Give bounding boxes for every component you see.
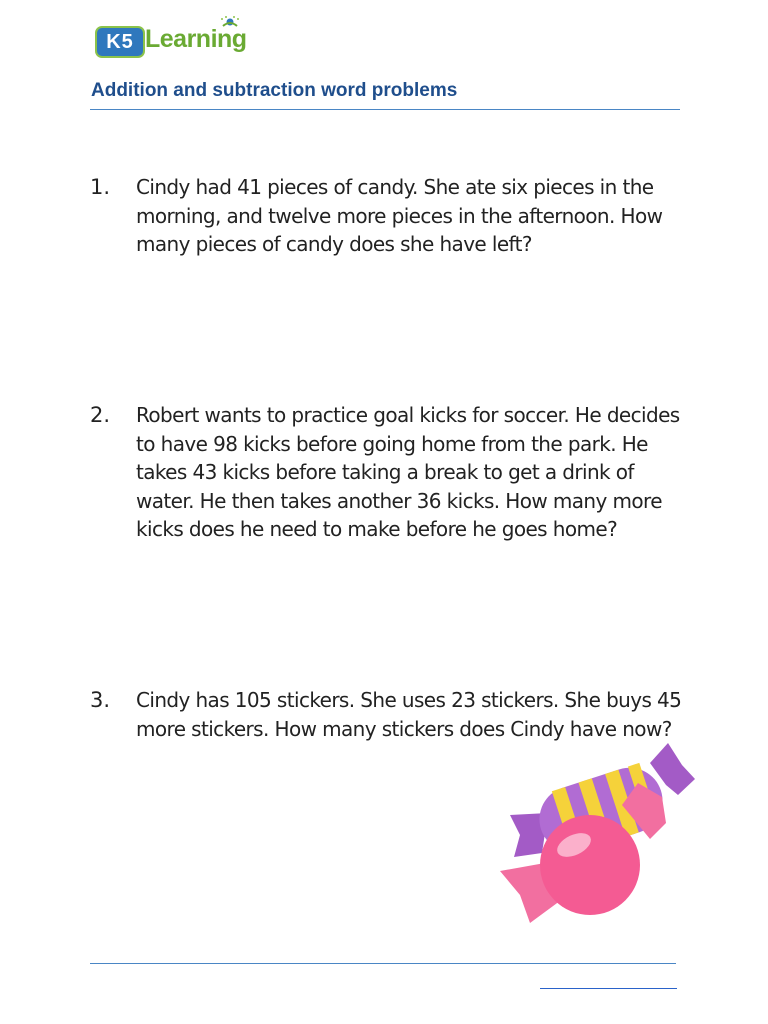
footer-divider <box>90 963 676 964</box>
problem-number: 3. <box>90 688 111 712</box>
k5-learning-logo <box>92 16 262 60</box>
problem-1 <box>90 173 690 259</box>
problem-text: Robert wants to practice goal kicks for soccer. He decides to have 98 kicks before going home from the park. He takes 43 kicks before taking a break to get a drink of water. He then takes another 36 kicks. How many more kicks does he need to make before he goes home? <box>136 403 680 542</box>
logo-wordmark: Learning <box>145 25 247 53</box>
footer-link-underline[interactable] <box>540 976 677 989</box>
problem-number: 2. <box>90 403 111 427</box>
title-divider <box>90 109 680 110</box>
logo-badge: K5 <box>95 26 145 58</box>
problem-text: Cindy had 41 pieces of candy. She ate six pieces in the morning, and twelve more pieces in the afternoon. How many pieces of candy does she have left? <box>136 175 663 257</box>
worksheet-title: Addition and subtraction word problems <box>91 80 458 101</box>
problem-text: Cindy has 105 stickers. She uses 23 stickers. She buys 45 more stickers. How many stickers does Cindy have now? <box>136 688 682 741</box>
problem-2 <box>90 401 690 544</box>
logo-figure-icon <box>218 16 242 36</box>
candy-illustration-icon <box>490 735 705 935</box>
problem-number: 1. <box>90 175 111 199</box>
